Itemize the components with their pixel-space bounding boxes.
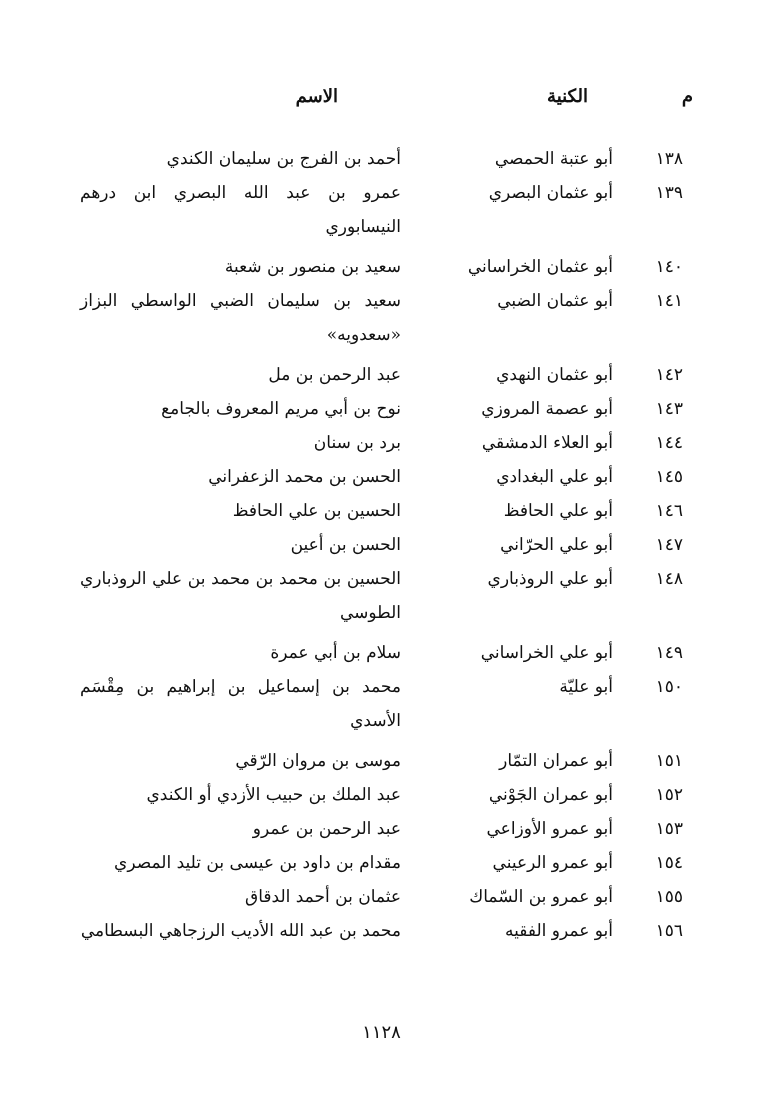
table-row	[0, 880, 763, 914]
table-row	[0, 636, 763, 670]
table-row	[0, 358, 763, 392]
entry-kunya: أبو علي الروذباري	[487, 569, 613, 589]
entry-number: ١٤٧	[655, 535, 683, 555]
table-row	[0, 528, 763, 562]
entry-number: ١٤٥	[655, 467, 683, 487]
entry-kunya: أبو علي الخراساني	[480, 643, 613, 663]
table-header	[0, 86, 763, 116]
table-row	[0, 494, 763, 528]
entry-kunya: أبو عمرو الرعيني	[492, 853, 613, 873]
entry-number: ١٣٨	[655, 149, 683, 169]
entry-kunya: أبو العلاء الدمشقي	[481, 433, 613, 453]
entry-kunya: أبو عثمان البصري	[488, 183, 613, 203]
entry-name: عثمان بن أحمد الدقاق	[245, 887, 401, 907]
entry-name: الحسين بن علي الحافظ	[232, 501, 401, 521]
entry-kunya: أبو عتبة الحمصي	[494, 149, 613, 169]
entry-number: ١٣٩	[655, 183, 683, 203]
entry-kunya: أبو عمرو الأوزاعي	[486, 819, 613, 839]
page-number: ١١٢٨	[362, 1022, 401, 1043]
entry-name: محمد بن عبد الله الأديب الرزجاهي البسطامي	[80, 921, 401, 941]
entry-name: محمد بن إسماعيل بن إبراهيم بن مِقْسَم الأسدي	[80, 677, 401, 731]
entry-name: موسى بن مروان الرّقي	[235, 751, 401, 771]
table-row	[0, 670, 763, 738]
table-row	[0, 142, 763, 176]
entry-kunya: أبو عثمان الضبي	[497, 291, 613, 311]
entry-number: ١٥٣	[655, 819, 683, 839]
entry-name: مقدام بن داود بن عيسى بن تليد المصري	[114, 853, 401, 873]
entry-kunya: أبو عثمان الخراساني	[467, 257, 613, 277]
table-row	[0, 176, 763, 244]
entry-number: ١٤٠	[655, 257, 683, 277]
table-row	[0, 392, 763, 426]
entry-name: عبد الرحمن بن عمرو	[252, 819, 401, 839]
entry-number: ١٥٦	[655, 921, 683, 941]
entry-kunya: أبو علي البغدادي	[496, 467, 613, 487]
entry-number: ١٤٨	[655, 569, 683, 589]
entry-name: الحسن بن محمد الزعفراني	[208, 467, 401, 487]
name-column-header	[296, 86, 338, 107]
table-row	[0, 460, 763, 494]
entry-name: نوح بن أبي مريم المعروف بالجامع	[161, 399, 401, 419]
entry-name: الحسين بن محمد بن محمد بن علي الروذباري الطوسي	[80, 569, 401, 623]
table-row	[0, 426, 763, 460]
entry-name: عمرو بن عبد الله البصري ابن درهم النيسابوري	[80, 183, 401, 237]
entries-table	[0, 142, 763, 948]
entry-name: برد بن سنان	[313, 433, 401, 453]
entry-kunya: أبو عصمة المروزي	[481, 399, 613, 419]
entry-kunya: أبو علي الحافظ	[503, 501, 613, 521]
table-row	[0, 744, 763, 778]
table-row	[0, 284, 763, 352]
table-row	[0, 562, 763, 630]
entry-name: سعيد بن سليمان الضبي الواسطي البزاز «سعدويه»	[80, 291, 401, 345]
entry-name: سعيد بن منصور بن شعبة	[224, 257, 401, 277]
table-row	[0, 778, 763, 812]
entry-name: عبد الرحمن بن مل	[268, 365, 401, 385]
table-row	[0, 846, 763, 880]
entry-number: ١٥٢	[655, 785, 683, 805]
table-row	[0, 914, 763, 948]
name-column-header-text: الاسم	[295, 86, 338, 107]
table-row	[0, 812, 763, 846]
entry-number: ١٥٥	[655, 887, 683, 907]
entry-number: ١٥٠	[655, 677, 683, 697]
number-column-header: م	[681, 86, 693, 107]
entry-name: أحمد بن الفرج بن سليمان الكندي	[166, 149, 401, 169]
entry-name: سلام بن أبي عمرة	[270, 643, 401, 663]
entry-number: ١٤٦	[655, 501, 683, 521]
entry-kunya: أبو عثمان النهدي	[496, 365, 613, 385]
entry-kunya: أبو علي الحرّاني	[500, 535, 613, 555]
entry-number: ١٥١	[655, 751, 683, 771]
entry-kunya: أبو عمرو الفقيه	[505, 921, 613, 941]
table-row	[0, 250, 763, 284]
entry-number: ١٤٤	[655, 433, 683, 453]
entry-number: ١٤٢	[655, 365, 683, 385]
entry-name: الحسن بن أعين	[290, 535, 401, 555]
entry-name: عبد الملك بن حبيب الأزدي أو الكندي	[146, 785, 401, 805]
entry-kunya: أبو عمران التمّار	[499, 751, 613, 771]
entry-number: ١٤٩	[655, 643, 683, 663]
entry-kunya: أبو عليّة	[559, 677, 613, 697]
entry-kunya: أبو عمرو بن السّماك	[469, 887, 613, 907]
kunya-column-header: الكنية	[547, 86, 588, 107]
entry-number: ١٤٣	[655, 399, 683, 419]
entry-kunya: أبو عمران الجَوْني	[488, 785, 613, 805]
entry-number: ١٤١	[655, 291, 683, 311]
entry-number: ١٥٤	[655, 853, 683, 873]
